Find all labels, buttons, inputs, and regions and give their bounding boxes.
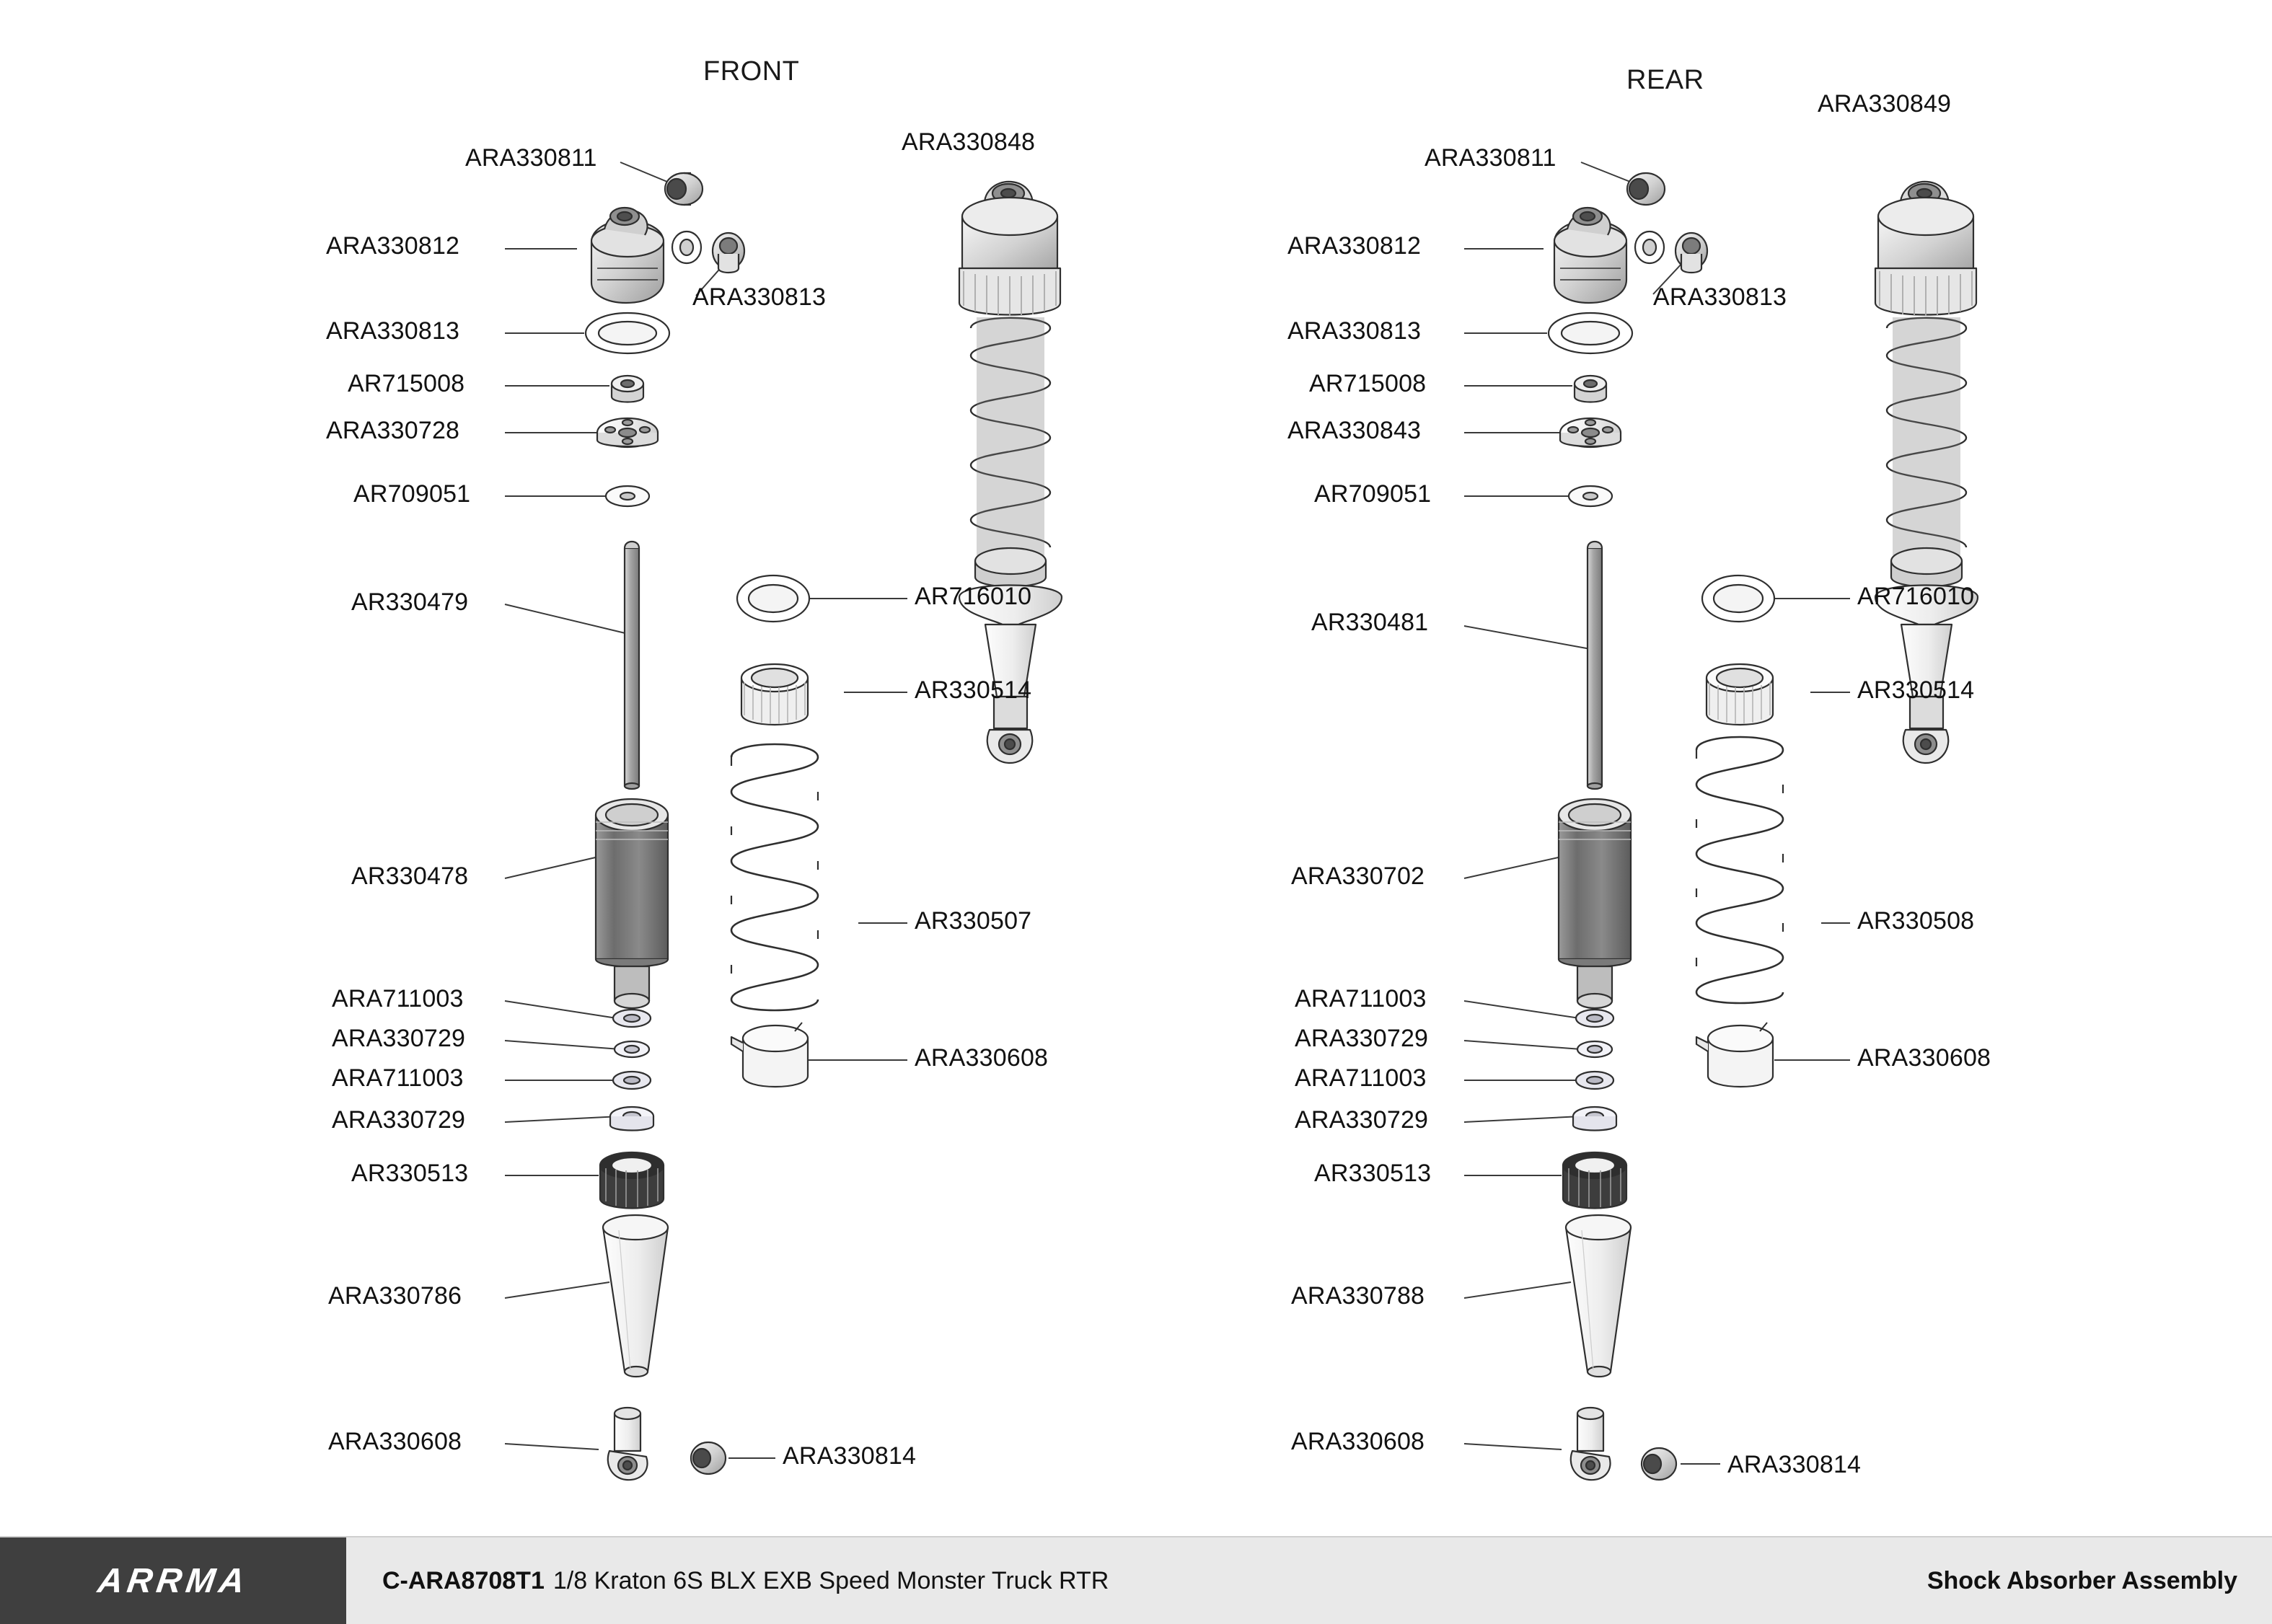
- label-rear-seal-a: ARA711003: [1295, 985, 1427, 1012]
- label-rear-body: ARA330702: [1291, 862, 1425, 890]
- part-rear-collar: [1563, 1152, 1626, 1209]
- part-front-spacer-a: [615, 1041, 649, 1057]
- kit-info: [382, 1537, 1109, 1624]
- part-front-rod-end: [608, 1408, 648, 1480]
- part-front-ball-stud: [691, 1442, 726, 1474]
- part-rear-washer: [1569, 486, 1612, 506]
- label-rear-oring-large: ARA330813: [1287, 317, 1422, 345]
- label-front-cap-ball: ARA330811: [465, 144, 597, 172]
- label-front-spacer-b: ARA330729: [332, 1106, 466, 1134]
- part-rear-oring-small: [1635, 231, 1707, 273]
- brand-logo-text: ARRMA: [94, 1561, 252, 1600]
- part-rear-body: [1559, 799, 1631, 1008]
- label-front-assembly: ARA330848: [902, 128, 1036, 156]
- part-front-shaft: [625, 542, 639, 789]
- part-front-oring-small: [672, 231, 744, 273]
- label-rear-washer: AR709051: [1314, 480, 1432, 508]
- label-front-seal-a: ARA711003: [332, 985, 464, 1012]
- label-front-nut: AR715008: [348, 370, 465, 397]
- part-front-spacer-b: [610, 1107, 653, 1131]
- part-front-spring-oring: [737, 575, 809, 622]
- label-front-spacer-a: ARA330729: [332, 1025, 466, 1052]
- part-rear-spring: [1696, 737, 1783, 1003]
- label-rear-spring-oring: AR716010: [1857, 583, 1975, 610]
- label-front-spring-collar: AR330514: [915, 676, 1032, 704]
- part-front-seal-a: [613, 1010, 651, 1027]
- sheet-title: Shock Absorber Assembly: [1927, 1566, 2237, 1594]
- label-rear-spring: AR330508: [1857, 907, 1975, 935]
- part-front-spring-collar: [741, 664, 808, 725]
- label-front-spring-oring: AR716010: [915, 583, 1032, 610]
- label-front-washer: AR709051: [353, 480, 471, 508]
- kit-code: C-ARA8708T1: [382, 1566, 545, 1594]
- label-front-spring: AR330507: [915, 907, 1032, 935]
- label-front-rod-end: ARA330608: [328, 1428, 462, 1455]
- part-rear-nut: [1575, 376, 1606, 402]
- part-front-nut: [612, 376, 643, 402]
- label-rear-cap-body: ARA330812: [1287, 232, 1422, 260]
- part-rear-shaft: [1588, 542, 1602, 789]
- part-front-oring-large: [586, 313, 669, 353]
- part-rear-cap-ball: [1627, 173, 1665, 205]
- part-rear-seal-a: [1576, 1010, 1613, 1027]
- label-rear-spring-collar: AR330514: [1857, 676, 1975, 704]
- part-front-boot: [603, 1215, 668, 1377]
- part-front-cap-ball: [665, 173, 703, 205]
- part-front-collar: [600, 1152, 664, 1209]
- label-rear-boot: ARA330788: [1291, 1282, 1425, 1310]
- part-front-spring: [731, 744, 818, 1010]
- part-rear-oring-large: [1549, 313, 1632, 353]
- label-front-boot: ARA330786: [328, 1282, 462, 1310]
- part-rear-spring-oring: [1702, 575, 1774, 622]
- label-rear-piston: ARA330843: [1287, 417, 1422, 444]
- label-rear-assembly: ARA330849: [1818, 90, 1952, 118]
- part-front-cap-body: [591, 208, 664, 303]
- label-front-seal-b: ARA711003: [332, 1064, 464, 1092]
- section-title-rear: REAR: [1626, 65, 1704, 95]
- label-front-oring-large: ARA330813: [326, 317, 460, 345]
- label-front-collar: AR330513: [351, 1160, 469, 1187]
- label-front-oring-small: ARA330813: [692, 283, 827, 311]
- part-front-body: [596, 799, 668, 1008]
- label-front-shaft: AR330479: [351, 588, 469, 616]
- label-rear-clamp: ARA330608: [1857, 1044, 1991, 1072]
- label-rear-seal-b: ARA711003: [1295, 1064, 1427, 1092]
- part-front-piston: [597, 418, 658, 447]
- label-front-ball-stud: ARA330814: [783, 1442, 917, 1470]
- label-rear-spacer-a: ARA330729: [1295, 1025, 1429, 1052]
- kit-name: 1/8 Kraton 6S BLX EXB Speed Monster Truck RTR: [552, 1566, 1109, 1594]
- part-front-clamp: [731, 1023, 808, 1087]
- label-rear-nut: AR715008: [1309, 370, 1427, 397]
- label-front-body: AR330478: [351, 862, 469, 890]
- label-front-cap-body: ARA330812: [326, 232, 460, 260]
- part-rear-cap-body: [1554, 208, 1626, 303]
- label-rear-collar: AR330513: [1314, 1160, 1432, 1187]
- label-rear-ball-stud: ARA330814: [1727, 1451, 1862, 1478]
- part-rear-rod-end: [1571, 1408, 1611, 1480]
- part-rear-clamp: [1696, 1023, 1773, 1087]
- label-rear-rod-end: ARA330608: [1291, 1428, 1425, 1455]
- part-rear-piston: [1560, 418, 1621, 447]
- label-front-clamp: ARA330608: [915, 1044, 1049, 1072]
- label-rear-shaft: AR330481: [1311, 609, 1429, 636]
- part-rear-boot: [1566, 1215, 1631, 1377]
- part-front-seal-b: [613, 1072, 651, 1089]
- part-rear-spacer-a: [1577, 1041, 1612, 1057]
- part-front-washer: [606, 486, 649, 506]
- brand-logo: [0, 1537, 346, 1624]
- label-rear-cap-ball: ARA330811: [1425, 144, 1557, 172]
- part-rear-spacer-b: [1573, 1107, 1616, 1131]
- section-title-front: FRONT: [703, 56, 800, 87]
- label-front-piston: ARA330728: [326, 417, 460, 444]
- part-rear-spring-collar: [1707, 664, 1773, 725]
- label-rear-oring-small: ARA330813: [1653, 283, 1787, 311]
- label-rear-spacer-b: ARA330729: [1295, 1106, 1429, 1134]
- part-rear-ball-stud: [1642, 1448, 1676, 1480]
- part-rear-seal-b: [1576, 1072, 1613, 1089]
- footer-bar: [0, 1536, 2272, 1624]
